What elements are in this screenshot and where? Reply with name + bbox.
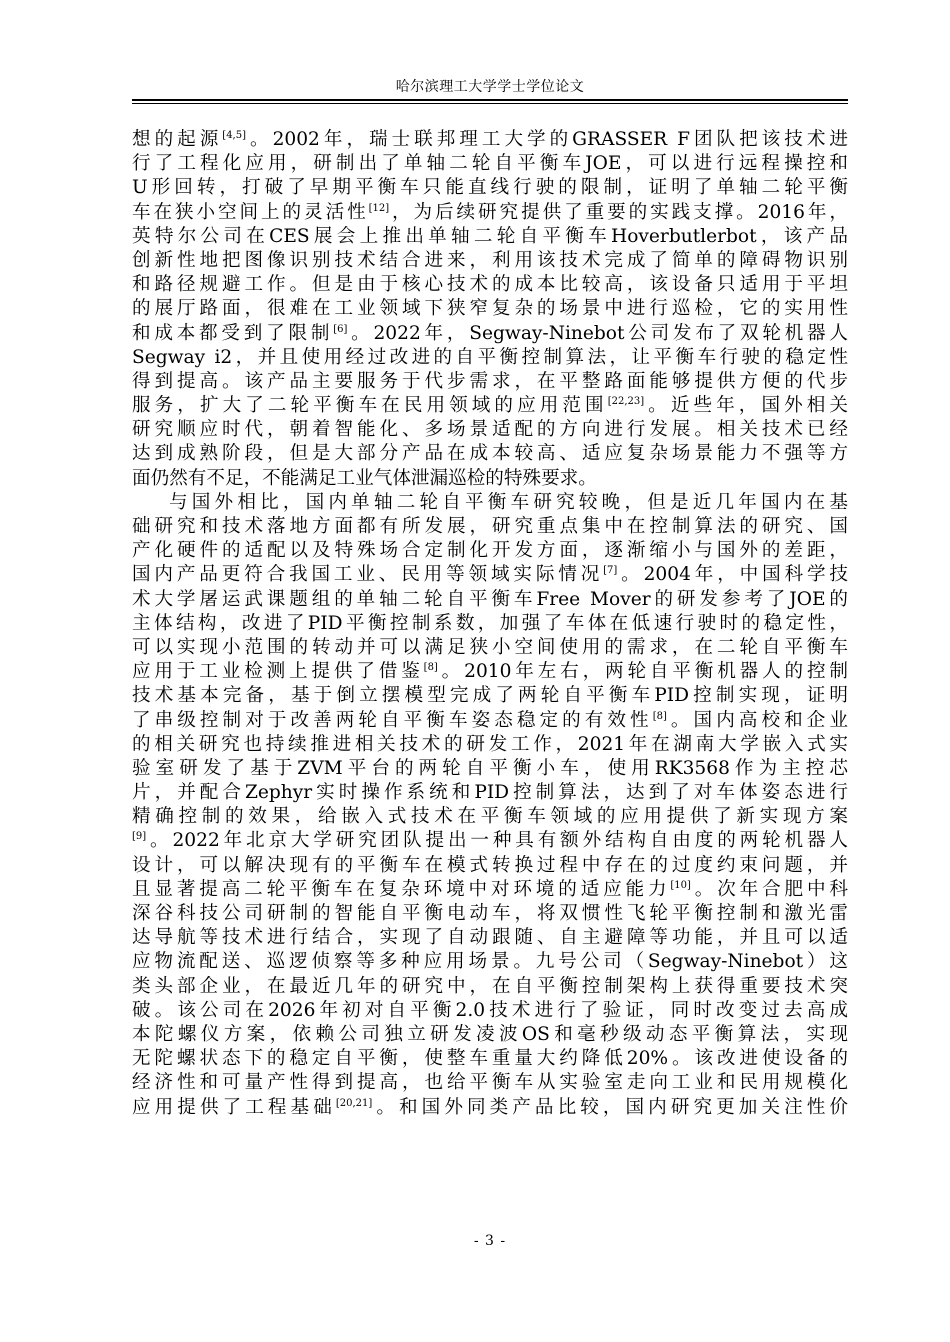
text-line: [132, 660, 848, 684]
text-line-tail: 。国内高校和企业: [666, 709, 848, 731]
text-line-tail: 。2002年，瑞士联邦理工大学的GRASSER F团队把该技术进: [246, 129, 848, 150]
text-line-main: 创新性地把图像识别技术结合进来，利用该技术完成了简单的障碍物识别: [132, 249, 848, 271]
text-line-tail: 。2022年北京大学研究团队提出一种具有额外结构自由度的两轮机器人: [146, 830, 848, 852]
text-line-main: 类头部企业，在最近几年的研究中，在自平衡控制架构上获得重要技术突: [132, 975, 848, 997]
text-line: [132, 346, 848, 370]
text-line: [132, 829, 848, 853]
text-line: [132, 878, 848, 902]
text-line-main: 主体结构，改进了PID平衡控制系数，加强了车体在低速行驶时的稳定性，: [132, 612, 848, 634]
header-rule-thin: [132, 103, 848, 104]
text-line-tail: 。次年合肥中科: [690, 878, 848, 900]
text-line-main: 达到成熟阶段，但是大部分产品在成本较高、适应复杂场景能力不强等方: [132, 443, 848, 465]
text-line: [132, 684, 848, 708]
text-line-main: 可以实现小范围的转动并可以满足狭小空间使用的需求，在二轮自平衡车: [132, 636, 848, 658]
text-line-tail: ，为后续研究提供了重要的实践支撑。2016年，: [389, 201, 848, 223]
text-line: [132, 128, 848, 152]
text-line-main: 产化硬件的适配以及特殊场合定制化开发方面，逐渐缩小与国外的差距，: [132, 540, 848, 562]
text-line-main: 和路径规避工作。但是由于核心技术的成本比较高，该设备只适用于平坦: [132, 274, 848, 296]
text-line-main: 的展厅路面，很难在工业领域下狭窄复杂的场景中进行巡检，它的实用性: [132, 298, 848, 320]
text-line: [132, 1023, 848, 1047]
text-line: [132, 975, 848, 999]
text-line-main: 经济性和可量产性得到提高，也给平衡车从实验室走向工业和民用规模化: [132, 1072, 848, 1094]
text-line: [132, 297, 848, 321]
text-line: [132, 394, 848, 418]
text-line-tail: 。2004年，中国科学技: [617, 564, 848, 586]
text-line-main: 深谷科技公司研制的智能自平衡电动车，将双惯性飞轮平衡控制和激光雷: [132, 903, 848, 924]
text-line-main: 面仍然有不足，不能满足工业气体泄漏巡检的特殊要求。: [132, 467, 597, 489]
text-line: [132, 1096, 848, 1120]
header-rule-thick: [132, 99, 848, 101]
text-line-tail: 。近些年，国外相关: [644, 395, 848, 417]
text-line: [132, 612, 848, 636]
text-line: [132, 757, 848, 781]
text-line: [132, 999, 848, 1023]
text-line-main: 片，并配合Zephyr实时操作系统和PID控制算法，达到了对车体姿态进行: [132, 782, 848, 804]
text-line: [132, 733, 848, 757]
text-line-main: 设计，可以解决现有的平衡车在模式转换过程中存在的过度约束问题，并: [132, 854, 848, 876]
text-line: [132, 805, 848, 829]
citation-ref: [12]: [368, 202, 390, 214]
text-line-main: 想的起源: [132, 129, 223, 150]
citation-ref: [10]: [670, 879, 691, 891]
text-line-tail: 。2010年左右，两轮自平衡机器人的控制: [437, 661, 848, 683]
text-line-main: 应用于工业检测上提供了借鉴: [132, 661, 424, 683]
text-line-main: 无陀螺状态下的稳定自平衡，使整车重量大约降低20%。该改进使设备的: [132, 1048, 848, 1070]
text-line-main: 车在狭小空间上的灵活性: [132, 201, 369, 223]
text-line-main: 验室研发了基于ZVM平台的两轮自平衡小车，使用RK3568作为主控芯: [132, 757, 848, 779]
text-line: [132, 201, 848, 225]
text-line-main: 英特尔公司在CES展会上推出单轴二轮自平衡车Hoverbutlerbot，该产品: [132, 225, 848, 247]
citation-ref: [22,23]: [607, 396, 645, 408]
text-line-main: 术大学屠运武课题组的单轴二轮自平衡车Free Mover的研发参考了JOE的: [132, 588, 848, 610]
text-line: [132, 588, 848, 612]
text-line: [132, 902, 848, 926]
text-line: [132, 442, 848, 466]
text-line-main: 破。该公司在2026年初对自平衡2.0技术进行了验证，同时改变过去高成: [132, 999, 848, 1021]
text-line: [132, 273, 848, 297]
text-line-main: 与国外相比，国内单轴二轮自平衡车研究较晚，但是近几年国内在基: [169, 491, 848, 513]
text-line: [132, 152, 848, 176]
text-line: [132, 1047, 848, 1071]
text-line: [132, 322, 848, 346]
text-line: [132, 249, 848, 273]
text-line: [132, 709, 848, 733]
page-header: 哈尔滨理工大学学士学位论文: [395, 79, 585, 95]
text-line-main: U形回转，打破了早期平衡车只能直线行驶的限制，证明了单轴二轮平衡: [132, 177, 848, 199]
text-line-main: Segway i2，并且使用经过改进的自平衡控制算法，让平衡车行驶的稳定性: [132, 346, 848, 368]
citation-ref: [7]: [603, 565, 618, 577]
text-line-main: 的相关研究也持续推进相关技术的研发工作，2021年在湖南大学嵌入式实: [132, 733, 848, 755]
text-line: [132, 225, 848, 249]
text-line-main: 础研究和技术落地方面都有所发展，研究重点集中在控制算法的研究、国: [132, 516, 848, 537]
text-line-main: 应物流配送、巡逻侦察等多种应用场景。九号公司（Segway-Ninebot）这: [132, 951, 848, 973]
text-line-main: 应用提供了工程基础: [132, 1096, 336, 1118]
text-line: [132, 781, 848, 805]
text-line-tail: 。2022年，Segway-Ninebot公司发布了双轮机器人: [347, 322, 848, 344]
text-line-main: 达导航等技术进行结合，实现了自动跟随、自主避障等功能，并且可以适: [132, 927, 848, 949]
citation-ref: [4,5]: [222, 130, 247, 141]
citation-ref: [8]: [652, 710, 667, 722]
text-line-main: 研究顺应时代，朝着智能化、多场景适配的方向进行发展。相关技术已经: [132, 419, 848, 441]
text-line: [132, 636, 848, 660]
text-line: [132, 854, 848, 878]
text-line: [132, 539, 848, 563]
text-line: [132, 515, 848, 539]
text-line-main: 了串级控制对于改善两轮自平衡车姿态稳定的有效性: [132, 709, 653, 731]
body-text: [132, 128, 848, 1120]
text-line-main: 行了工程化应用，研制出了单轴二轮自平衡车JOE，可以进行远程操控和: [132, 153, 848, 175]
text-line-main: 本陀螺仪方案，依赖公司独立研发凌波OS和毫秒级动态平衡算法，实现: [132, 1023, 848, 1045]
text-line: [132, 418, 848, 442]
citation-ref: [20,21]: [335, 1097, 373, 1109]
text-line-tail: 。和国外同类产品比较，国内研究更加关注性价: [372, 1096, 848, 1118]
text-line-main: 精确控制的效果，给嵌入式技术在平衡车领域的应用提供了新实现方案: [132, 806, 848, 828]
text-line-main: 技术基本完备，基于倒立摆模型完成了两轮自平衡车PID控制实现，证明: [132, 685, 848, 707]
text-line: [132, 1071, 848, 1095]
citation-ref: [9]: [132, 831, 147, 843]
text-line-main: 和成本都受到了限制: [132, 322, 334, 344]
page-number: - 3 -: [473, 1233, 507, 1249]
text-line-main: 得到提高。该产品主要服务于代步需求，在平整路面能够提供方便的代步: [132, 370, 848, 392]
text-line-main: 服务，扩大了二轮平衡车在民用领域的应用范围: [132, 395, 608, 417]
text-line: [132, 950, 848, 974]
text-line: [132, 370, 848, 394]
text-line: [132, 563, 848, 587]
citation-ref: [8]: [423, 662, 438, 674]
text-line-main: 国内产品更符合我国工业、民用等领域实际情况: [132, 564, 604, 586]
text-line: [132, 926, 848, 950]
text-line: [132, 491, 848, 515]
text-line: [132, 176, 848, 200]
text-line-main: 且显著提高二轮平衡车在复杂环境中对环境的适应能力: [132, 878, 671, 900]
text-line: [132, 467, 848, 491]
citation-ref: [6]: [333, 323, 348, 335]
